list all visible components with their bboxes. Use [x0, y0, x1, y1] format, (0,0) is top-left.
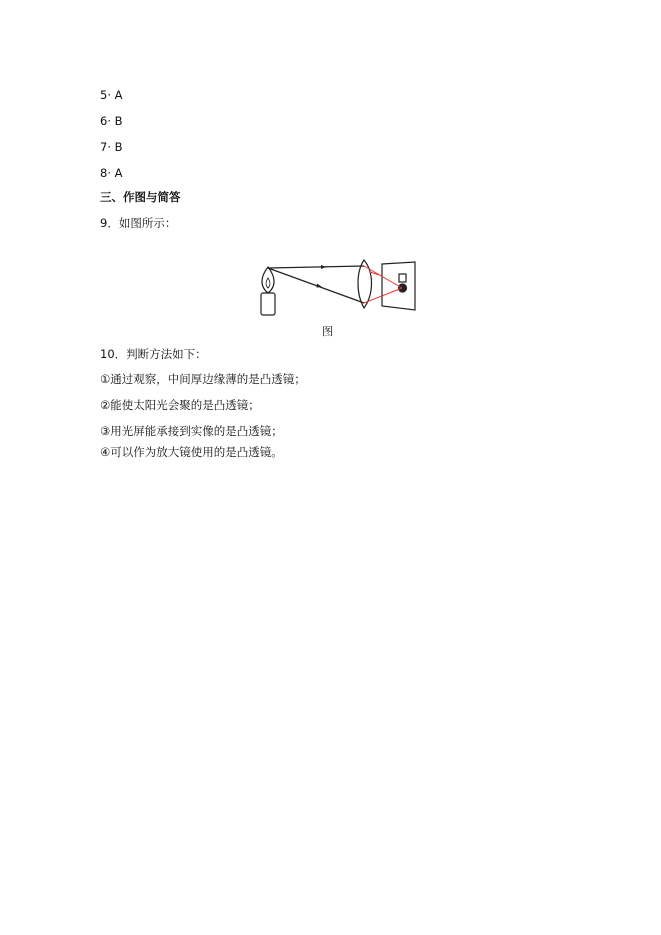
answer-8: 8· A	[100, 166, 123, 180]
answer-5: 5· A	[100, 88, 123, 102]
method-1: ①通过观察，中间厚边缘薄的是凸透镜；	[100, 372, 306, 386]
answer-6: 6· B	[100, 114, 123, 128]
lens-diagram	[252, 258, 424, 318]
method-2: ②能使太阳光会聚的是凸透镜；	[100, 398, 260, 412]
parallel-ray	[268, 266, 364, 268]
center-ray	[268, 268, 364, 303]
candle-flame	[262, 267, 274, 293]
question-9: 9．如图所示：	[100, 216, 177, 230]
refracted-ray-1	[364, 266, 402, 288]
method-4: ④可以作为放大镜使用的是凸透镜。	[100, 445, 283, 459]
method-3: ③用光屏能承接到实像的是凸透镜；	[100, 424, 283, 438]
question-10: 10．判断方法如下：	[100, 347, 207, 361]
figure-caption: 图	[322, 325, 333, 338]
real-image	[399, 274, 406, 282]
answer-7: 7· B	[100, 140, 123, 154]
candle-body	[261, 293, 275, 315]
section-title: 三、作图与简答	[100, 190, 181, 204]
